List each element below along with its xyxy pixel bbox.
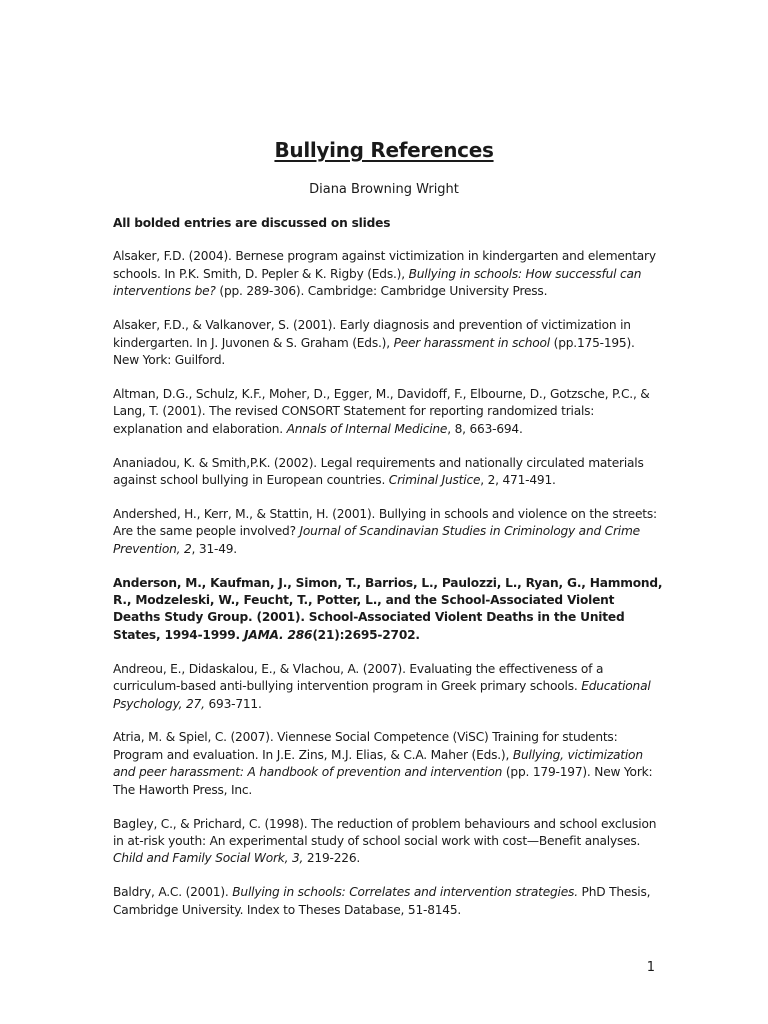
reference-entry	[113, 386, 663, 438]
reference-text: (21):2695-2702.	[312, 627, 420, 642]
reference-entry	[113, 661, 663, 713]
reference-text: Alsaker, F.D. (2004). Bernese program against victimization in kindergarten and elementary schools. In P.K. Smith, D. Pepler & K. Rigby (Eds.),	[113, 249, 656, 281]
bold-entries-note: All bolded entries are discussed on slides	[113, 216, 391, 230]
reference-text: (pp.175-195). New York: Guilford.	[113, 335, 635, 367]
reference-text: Andershed, H., Kerr, M., & Stattin, H. (2001). Bullying in schools and violence on the streets: Are the same people involved?	[113, 506, 657, 539]
reference-entry	[113, 729, 663, 799]
reference-entry	[113, 575, 663, 645]
reference-entry	[113, 506, 663, 558]
reference-list	[113, 215, 663, 936]
reference-text: Baldry, A.C. (2001).	[113, 885, 233, 900]
reference-italic-text: Child and Family Social Work, 3,	[113, 851, 304, 866]
reference-text: Bagley, C., & Prichard, C. (1998). The reduction of problem behaviours and school exclusion in at-risk youth: An experimental study of school social work with cost—Benefit analyses.	[113, 816, 657, 848]
page-title: Bullying References	[274, 138, 494, 162]
reference-italic-text: Criminal Justice	[388, 472, 481, 487]
reference-text: 693-711.	[204, 696, 262, 711]
reference-text: , 8, 663-694.	[447, 421, 523, 436]
reference-text: , 2, 471-491.	[480, 472, 556, 487]
page-number: 1	[646, 960, 655, 975]
reference-italic-text: Peer harassment in school	[393, 335, 550, 350]
reference-italic-text: Bullying in schools: Correlates and intervention strategies.	[232, 885, 578, 900]
reference-entry	[113, 884, 663, 919]
reference-text: Atria, M. & Spiel, C. (2007). Viennese Social Competence (ViSC) Training for students: Program and evaluation. In J.E. Zins, M.J. Elias, & C.A. Maher (Eds.),	[113, 730, 618, 762]
reference-entry	[113, 816, 663, 868]
reference-text: PhD Thesis, Cambridge University. Index to Theses Database, 51-8145.	[113, 885, 651, 917]
reference-text: Anderson, M., Kaufman, J., Simon, T., Barrios, L., Paulozzi, L., Ryan, G., Hammond, R., Modzeleski, W., Feucht, T., Potter, L., and the School-Associated Violent Deaths Study Group. (2001). School-Associated Violent Deaths in the United States, 1994-1999.	[113, 575, 663, 642]
reference-text: Altman, D.G., Schulz, K.F., Moher, D., Egger, M., Davidoff, F., Elbourne, D., Gotzsche, P.C., & Lang, T. (2001). The revised CONSORT Statement for reporting randomized trials: explanation and elaboration.	[113, 386, 650, 436]
reference-text: Alsaker, F.D., & Valkanover, S. (2001). Early diagnosis and prevention of victimization in kindergarten. In J. Juvonen & S. Graham (Eds.),	[113, 318, 631, 350]
reference-entry	[113, 317, 663, 369]
reference-italic-text: JAMA. 286	[244, 627, 313, 642]
reference-text: Ananiadou, K. & Smith,P.K. (2002). Legal requirements and nationally circulated materials against school bullying in European countries.	[113, 455, 644, 487]
reference-italic-text: Bullying in schools: How successful can interventions be?	[113, 266, 642, 299]
reference-entry	[113, 248, 663, 300]
reference-italic-text: Educational Psychology, 27,	[113, 679, 651, 711]
reference-text: Andreou, E., Didaskalou, E., & Vlachou, A. (2007). Evaluating the effectiveness of a curriculum-based anti-bullying intervention program in Greek primary schools.	[113, 661, 604, 694]
reference-text: 219-226.	[303, 851, 361, 866]
reference-entry	[113, 455, 663, 490]
references-container	[113, 248, 663, 919]
reference-italic-text: Journal of Scandinavian Studies in Criminology and Crime Prevention, 2	[113, 524, 640, 556]
author-name: Diana Browning Wright	[309, 182, 459, 197]
reference-italic-text: Annals of Internal Medicine	[286, 421, 448, 436]
reference-text: (pp. 289-306). Cambridge: Cambridge University Press.	[215, 284, 548, 299]
reference-text: , 31-49.	[191, 541, 237, 556]
reference-italic-text: Bullying, victimization and peer harassment: A handbook of prevention and intervention	[113, 747, 643, 780]
reference-text: (pp. 179-197). New York: The Haworth Press, Inc.	[113, 765, 653, 797]
